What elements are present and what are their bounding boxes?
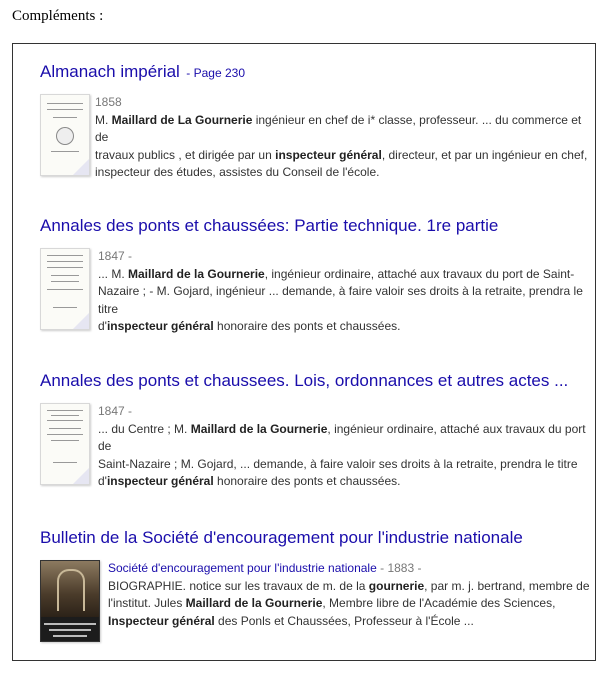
snippet-text-run: , ingénieur ordinaire, attaché aux travaux du port de Saint- Nazaire ; - M. Gojard, ingénieur ... demande, à faire valoir ses droits à la retraite, prendra le titre d' (98, 266, 583, 333)
result-item-1 (40, 62, 595, 184)
result-title-4[interactable]: Bulletin de la Société d'encouragement pour l'industrie nationale (40, 528, 523, 547)
result-source-4[interactable]: Société d'encouragement pour l'industrie nationale (108, 561, 377, 575)
result-snippet-text-4 (108, 578, 595, 631)
result-year-3: 1847 - (98, 404, 133, 418)
result-snippet-text-3 (98, 421, 595, 491)
snippet-highlight: Inspecteur général (108, 613, 215, 628)
result-snippet-1 (95, 94, 595, 182)
page-heading: Compléments : (12, 8, 104, 24)
snippet-text-run: BIOGRAPHIE. notice sur les travaux de m. de la (108, 578, 369, 593)
result-item-3 (40, 371, 595, 493)
result-snippet-2 (98, 248, 595, 336)
snippet-text-run: ... M. (98, 266, 128, 281)
book-cover-thumbnail-2[interactable] (40, 248, 90, 330)
snippet-highlight: gournerie (368, 578, 425, 593)
result-snippet-3 (98, 403, 595, 491)
snippet-text-run: ... du Centre ; M. (98, 421, 191, 436)
snippet-text-run: , par m. j. bertrand, membre de l'institut. Jules (108, 578, 590, 610)
snippet-highlight: Maillard de la Gournerie (190, 421, 328, 436)
snippet-text-run: M. (95, 112, 112, 127)
result-page-link-1[interactable]: - Page 230 (186, 66, 246, 80)
result-item-4 (40, 528, 595, 650)
snippet-text-run: des Ponls et Chaussées, Professeur à l'École ... (214, 613, 474, 628)
result-snippet-text-2 (98, 266, 595, 336)
snippet-text-run: honoraire des ponts et chaussées. (213, 474, 401, 488)
snippet-text-run: ingénieur en chef de i* classe, professeur. ... du commerce et de travaux publics , et dirigée par un (95, 112, 582, 162)
result-year-4: - 1883 - (380, 561, 422, 575)
result-year-1: 1858 (95, 95, 122, 109)
snippet-highlight: Maillard de la Gournerie (185, 596, 323, 610)
result-year-2: 1847 - (98, 249, 133, 263)
result-snippet-4 (108, 560, 595, 630)
snippet-highlight: inspecteur général (275, 147, 382, 162)
book-cover-thumbnail-4[interactable] (40, 560, 100, 642)
results-panel (12, 43, 596, 661)
result-title-1[interactable]: Almanach impérial (40, 62, 180, 81)
snippet-highlight: Maillard de la Gournerie (128, 266, 265, 281)
snippet-text-run: , directeur, et par un ingénieur en chef, inspecteur des études, assistes du Conseil de l'école. (95, 147, 588, 179)
result-item-2 (40, 216, 595, 338)
snippet-text-run: honoraire des ponts et chaussées. (213, 319, 401, 333)
result-title-3[interactable]: Annales des ponts et chaussees. Lois, ordonnances et autres actes ... (40, 371, 569, 390)
snippet-text-run: , Membre libre de l'Académie des Sciences, (322, 596, 556, 610)
snippet-highlight: inspecteur général (106, 319, 214, 333)
snippet-highlight: inspecteur général (106, 474, 214, 488)
book-cover-thumbnail-3[interactable] (40, 403, 90, 485)
result-snippet-text-1 (95, 112, 595, 182)
result-title-2[interactable]: Annales des ponts et chaussées: Partie technique. 1re partie (40, 216, 499, 235)
snippet-highlight: Maillard de La Gournerie (111, 112, 253, 127)
book-cover-thumbnail-1[interactable] (40, 94, 90, 176)
snippet-text-run: , ingénieur ordinaire, attaché aux travaux du port de Saint-Nazaire ; M. Gojard, ... demande, à faire valoir ses droits à la retraite, prendra le titre d' (98, 421, 586, 488)
